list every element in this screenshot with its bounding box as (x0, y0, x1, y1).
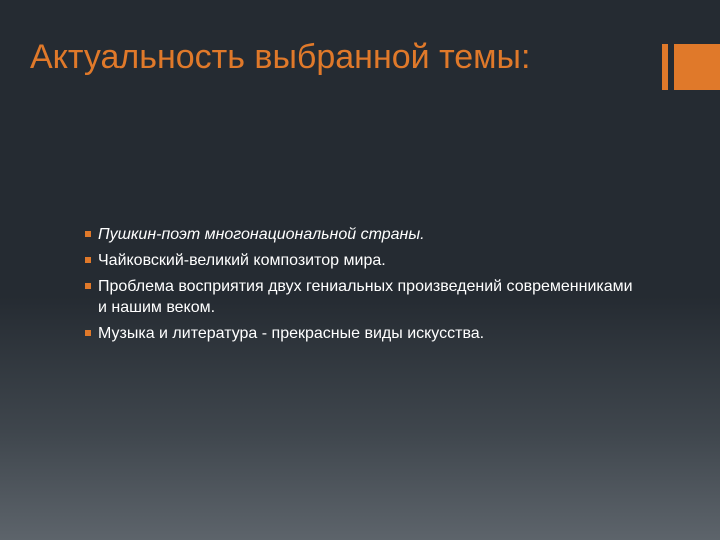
accent-bar-thin (662, 44, 668, 90)
bullet-text: Пушкин-поэт многонациональной страны. (98, 226, 425, 243)
bullet-list (85, 224, 645, 349)
bullet-item (85, 323, 645, 344)
accent-bar-thick (674, 44, 720, 90)
bullet-item (85, 276, 645, 318)
accent-bars (662, 44, 720, 92)
bullet-text: Музыка и литература - прекрасные виды искусства. (98, 325, 485, 342)
slide-title: Актуальность выбранной темы: (30, 38, 531, 76)
bullet-marker-icon (85, 283, 91, 289)
bullet-marker-icon (85, 330, 91, 336)
bullet-item (85, 224, 645, 245)
bullet-text: Проблема восприятия двух гениальных произведений современниками и нашим веком. (98, 278, 633, 316)
bullet-item (85, 250, 645, 271)
bullet-text: Чайковский-великий композитор мира. (98, 252, 386, 269)
bullet-marker-icon (85, 257, 91, 263)
bullet-marker-icon (85, 231, 91, 237)
